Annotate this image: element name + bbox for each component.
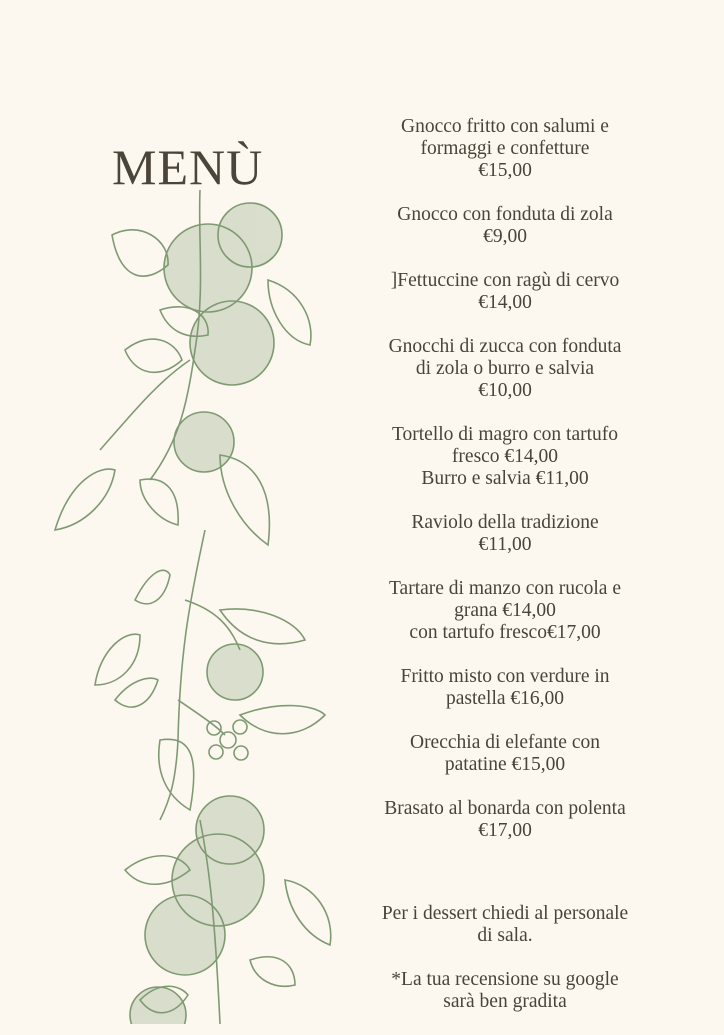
menu-item-line: di zola o burro e salvia xyxy=(415,358,595,379)
menu-item xyxy=(350,798,660,842)
menu-item-line: Gnocchi di zucca con fonduta xyxy=(388,336,622,357)
menu-item-line: €10,00 xyxy=(478,380,532,401)
menu-item-line: €11,00 xyxy=(478,534,532,555)
menu-item-line: fresco €14,00 xyxy=(451,446,559,467)
menu-list xyxy=(350,116,660,864)
dessert-note-line: Per i dessert chiedi al personale xyxy=(381,903,629,924)
menu-item-line: Raviolo della tradizione xyxy=(411,512,599,533)
citrus-branch-illustration xyxy=(40,180,340,1024)
review-note-line: *La tua recensione su google xyxy=(391,969,619,990)
menu-item xyxy=(350,204,660,248)
menu-item-line: €15,00 xyxy=(478,160,532,181)
menu-item-line: pastella €16,00 xyxy=(445,688,565,709)
review-note xyxy=(350,969,660,1013)
menu-title: MENÙ xyxy=(112,138,264,195)
menu-item-line: grana €14,00 xyxy=(454,600,556,621)
menu-item-line: Brasato al bonarda con polenta xyxy=(384,798,626,819)
menu-item-line: €9,00 xyxy=(483,226,527,247)
dessert-note xyxy=(350,903,660,947)
menu-footer xyxy=(350,903,660,1035)
menu-item-line: patatine €15,00 xyxy=(444,754,566,775)
menu-item-line: €17,00 xyxy=(478,820,532,841)
menu-item-line: formaggi e confetture xyxy=(420,138,590,159)
menu-item-line: Gnocco con fonduta di zola xyxy=(397,204,613,225)
menu-item xyxy=(350,666,660,710)
menu-item xyxy=(350,424,660,490)
menu-item-line: €14,00 xyxy=(478,292,532,313)
menu-item-line: Burro e salvia €11,00 xyxy=(421,468,589,489)
menu-item-line: Tortello di magro con tartufo xyxy=(391,424,619,445)
menu-item xyxy=(350,336,660,402)
menu-item-line: Fritto misto con verdure in xyxy=(400,666,610,687)
menu-item-line: ]Fettuccine con ragù di cervo xyxy=(390,270,620,291)
review-note-line: sarà ben gradita xyxy=(443,991,567,1012)
menu-item xyxy=(350,512,660,556)
dessert-note-line: di sala. xyxy=(477,925,533,946)
menu-item-line: Gnocco fritto con salumi e xyxy=(401,116,609,137)
menu-item-line: Orecchia di elefante con xyxy=(409,732,600,753)
menu-item-line: con tartufo fresco€17,00 xyxy=(409,622,601,643)
menu-item-line: Tartare di manzo con rucola e xyxy=(389,578,621,599)
menu-item xyxy=(350,116,660,182)
menu-item xyxy=(350,732,660,776)
menu-item xyxy=(350,578,660,644)
menu-item xyxy=(350,270,660,314)
